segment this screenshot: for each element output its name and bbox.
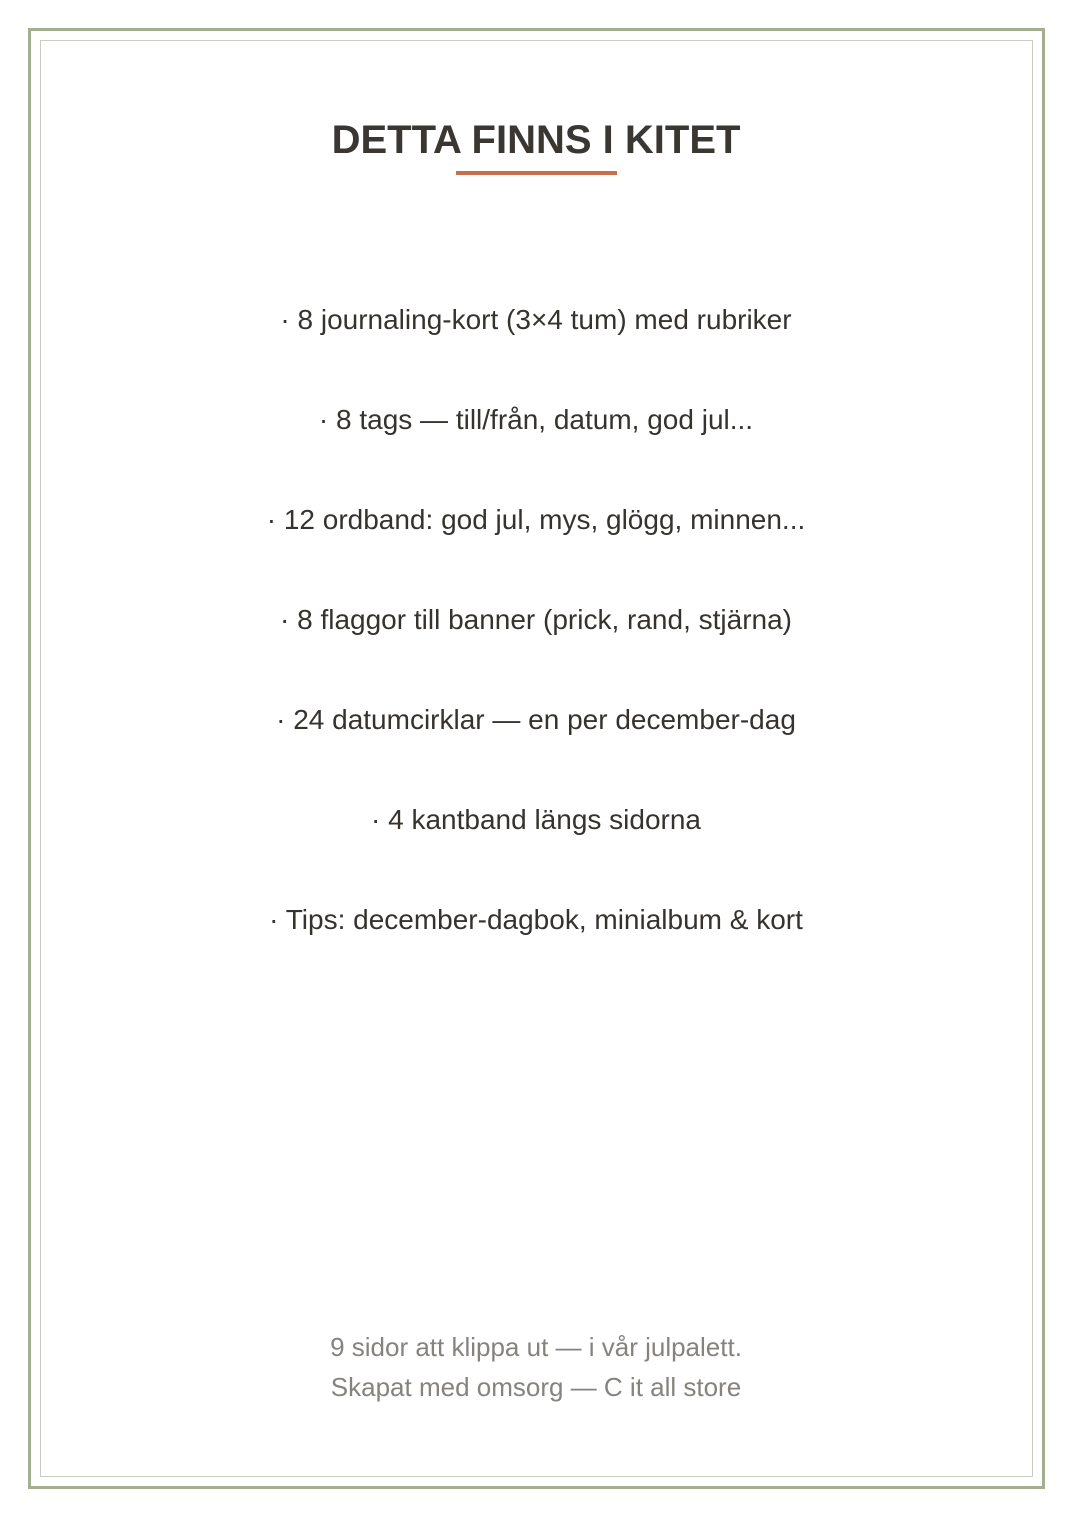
list-item: · 4 kantband längs sidorna xyxy=(371,804,701,835)
list-item: · Tips: december-dagbok, minialbum & kort xyxy=(269,904,803,935)
kit-contents-list xyxy=(0,300,1072,1000)
page-title: DETTA FINNS I KITET xyxy=(331,118,741,162)
footer-pages-note: 9 sidor att klippa ut — i vår julpalett. xyxy=(330,1332,742,1362)
footer-credit: Skapat med omsorg — C it all store xyxy=(330,1372,742,1402)
footer xyxy=(0,1327,1072,1407)
list-item: · 8 journaling-kort (3×4 tum) med rubriker xyxy=(280,304,792,335)
list-item: · 8 tags — till/från, datum, god jul... xyxy=(318,404,754,435)
list-item: · 24 datumcirklar — en per december-dag xyxy=(276,704,796,735)
title-underline xyxy=(456,171,617,175)
list-item: · 12 ordband: god jul, mys, glögg, minnen... xyxy=(266,504,806,535)
list-item: · 8 flaggor till banner (prick, rand, stjärna) xyxy=(280,604,792,635)
